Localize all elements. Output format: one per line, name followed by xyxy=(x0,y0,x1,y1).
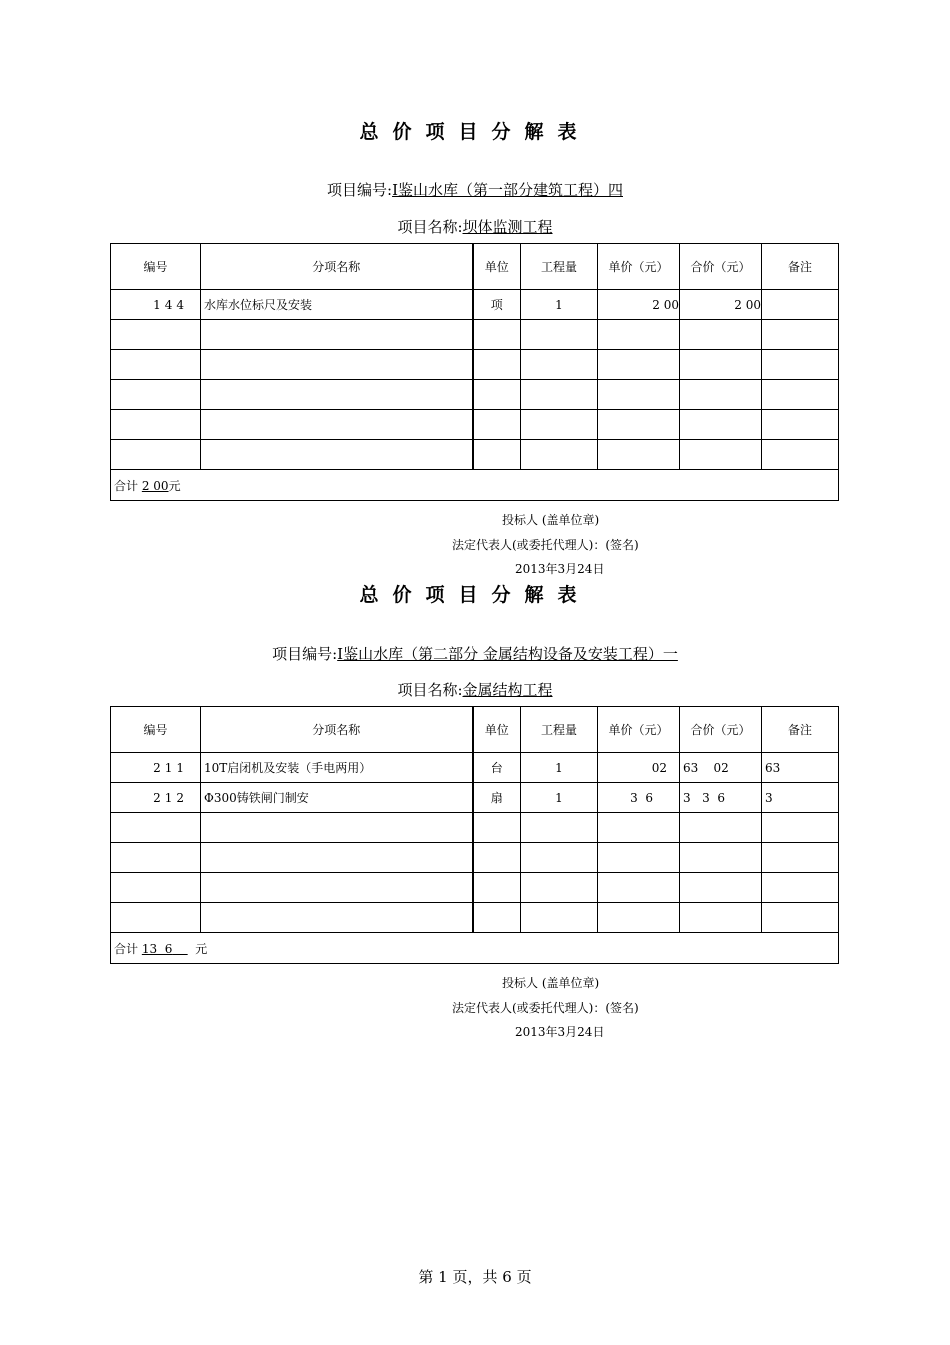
item-unit-price: 3 6 xyxy=(598,783,680,813)
table-row xyxy=(111,903,839,933)
item-quantity: 1 xyxy=(521,290,598,320)
project-code-label: 项目编号: xyxy=(327,181,393,199)
project-code-value: I鉴山水库（第二部分 金属结构设备及安装工程）一 xyxy=(337,645,678,663)
item-code: 211 xyxy=(111,753,201,783)
header-cell: 编号 xyxy=(111,244,201,290)
header-cell: 单价（元） xyxy=(598,707,680,753)
header-cell: 备注 xyxy=(762,244,839,290)
table-row xyxy=(111,290,839,320)
legal-rep-line: 法定代表人(或委托代理人)：(签名) xyxy=(452,538,639,552)
item-note xyxy=(762,290,839,320)
table-row xyxy=(111,380,839,410)
item-quantity: 1 xyxy=(521,783,598,813)
breakdown-table xyxy=(110,706,839,964)
sum-unit: 元 xyxy=(195,941,208,956)
page-title: 总价项目分解表 xyxy=(359,121,591,143)
header-cell: 工程量 xyxy=(521,244,598,290)
header-cell: 单位 xyxy=(473,244,521,290)
item-unit-price: 02 xyxy=(598,753,680,783)
project-name-label: 项目名称: xyxy=(397,218,463,236)
sum-label: 合计 xyxy=(114,941,139,956)
table-row xyxy=(111,783,839,813)
sum-cell xyxy=(111,933,839,964)
header-cell: 单价（元） xyxy=(598,244,680,290)
sum-unit: 元 xyxy=(168,478,181,493)
table-row xyxy=(111,843,839,873)
item-note: 63 xyxy=(762,753,839,783)
page-footer: 第 1 页，共 6 页 xyxy=(418,1268,532,1286)
header-cell: 合价（元） xyxy=(680,244,762,290)
table-row xyxy=(111,320,839,350)
header-cell: 备注 xyxy=(762,707,839,753)
table-row xyxy=(111,813,839,843)
table-header-row xyxy=(111,707,839,753)
project-code xyxy=(0,179,950,200)
header-cell: 单位 xyxy=(473,707,521,753)
item-unit-price: 2 00 xyxy=(598,290,680,320)
page-title: 总价项目分解表 xyxy=(359,584,591,606)
item-unit: 台 xyxy=(473,753,521,783)
table-row xyxy=(111,440,839,470)
sum-value: 13 6 xyxy=(141,941,173,956)
item-name: 水库水位标尺及安装 xyxy=(201,290,473,320)
header-cell: 分项名称 xyxy=(201,707,473,753)
project-code-value: I鉴山水库（第一部分建筑工程）四 xyxy=(392,181,623,199)
date-line: 2013年3月24日 xyxy=(515,1025,605,1039)
table-row xyxy=(111,350,839,380)
table-sum-row xyxy=(111,933,839,964)
project-name-value: 坝体监测工程 xyxy=(462,218,553,236)
item-name: 10T启闭机及安装（手电两用） xyxy=(201,753,473,783)
sum-value: 2 00 xyxy=(141,478,169,493)
item-code: 144 xyxy=(111,290,201,320)
item-total-price: 3 3 6 xyxy=(680,783,762,813)
project-code xyxy=(0,643,950,664)
item-name: Φ300铸铁闸门制安 xyxy=(201,783,473,813)
table-row xyxy=(111,753,839,783)
table-header-row xyxy=(111,244,839,290)
project-code-label: 项目编号: xyxy=(272,645,338,663)
table-sum-row xyxy=(111,470,839,501)
breakdown-table xyxy=(110,243,839,501)
sum-label: 合计 xyxy=(114,478,139,493)
header-cell: 工程量 xyxy=(521,707,598,753)
item-code: 212 xyxy=(111,783,201,813)
bidder-line: 投标人 (盖单位章) xyxy=(502,513,600,527)
header-cell: 合价（元） xyxy=(680,707,762,753)
item-quantity: 1 xyxy=(521,753,598,783)
header-cell: 编号 xyxy=(111,707,201,753)
project-name xyxy=(0,216,950,237)
item-unit: 项 xyxy=(473,290,521,320)
table-row xyxy=(111,410,839,440)
date-line: 2013年3月24日 xyxy=(515,562,605,576)
bidder-line: 投标人 (盖单位章) xyxy=(502,976,600,990)
item-total-price: 2 00 xyxy=(680,290,762,320)
project-name xyxy=(0,679,950,700)
sum-cell xyxy=(111,470,839,501)
header-cell: 分项名称 xyxy=(201,244,473,290)
project-name-label: 项目名称: xyxy=(397,681,463,699)
item-unit: 扇 xyxy=(473,783,521,813)
item-note: 3 xyxy=(762,783,839,813)
project-name-value: 金属结构工程 xyxy=(462,681,553,699)
legal-rep-line: 法定代表人(或委托代理人)：(签名) xyxy=(452,1001,639,1015)
table-row xyxy=(111,873,839,903)
item-total-price: 63 02 xyxy=(680,753,762,783)
